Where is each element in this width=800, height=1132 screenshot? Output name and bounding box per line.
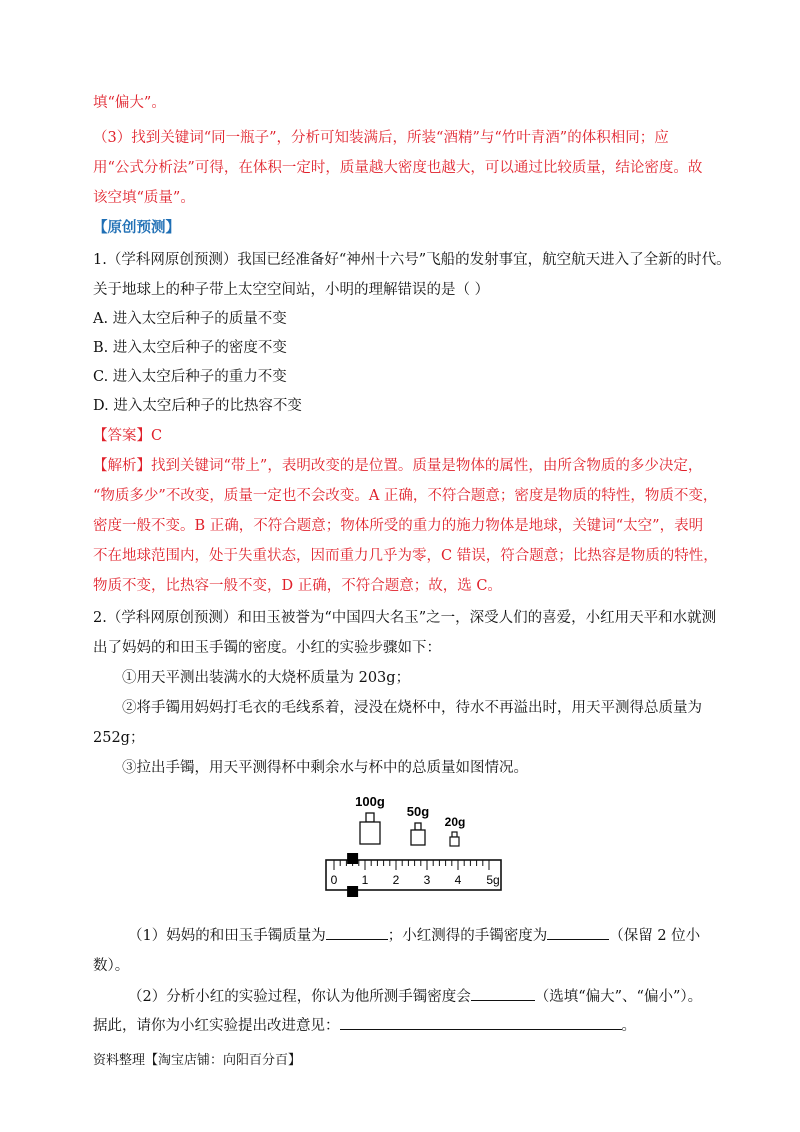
weight-100g-icon	[360, 813, 380, 844]
q2-sub-2	[128, 986, 702, 1007]
weight-label-50g: 50g	[406, 804, 430, 819]
balance-figure	[320, 786, 510, 898]
q1-stem-line-1: 1.（学科网原创预测）我国已经准备好“神州十六号”飞船的发射事宜，航空航天进入了全新的时代。	[93, 252, 731, 268]
q2-sub-1-cont: 数）。	[93, 958, 130, 974]
q2-step-1: ①用天平测出装满水的大烧杯质量为 203g；	[122, 670, 411, 686]
sub1-text-c: （保留 2 位小	[609, 928, 701, 944]
q1-stem-line-2: 关于地球上的种子带上太空空间站，小明的理解错误的是（ ）	[93, 282, 490, 298]
scale-tick-label: 5g	[486, 873, 500, 887]
footer-note: 资料整理【淘宝店铺：向阳百分百】	[93, 1053, 302, 1068]
q1-analysis-line-5: 物质不变，比热容一般不变，D 正确，不符合题意；故，选 C。	[93, 578, 502, 594]
q1-analysis-line-2: “物质多少”不改变，质量一定也不会改变。A 正确，不符合题意；密度是物质的特性，物质不变，	[93, 488, 718, 504]
prev-answer-line-3: 该空填“质量”。	[93, 190, 195, 206]
scale-tick-label: 3	[423, 873, 431, 887]
q2-stem-line-1: 2.（学科网原创预测）和田玉被誉为“中国四大名玉”之一，深受人们的喜爱，小红用天平和水就测	[93, 610, 717, 626]
analysis-text: 找到关键词“带上”，表明改变的是位置。质量是物体的属性，由所含物质的多少决定，	[151, 458, 703, 474]
answer-tag: 【答案】	[93, 428, 151, 444]
q2-step-2: ②将手镯用妈妈打毛衣的毛线系着，浸没在烧杯中，待水不再溢出时，用天平测得总质量为	[122, 700, 702, 716]
prev-answer-line-0: 填“偏大”。	[93, 95, 166, 111]
sub2-text-c: 据此，请你为小红实验提出改进意见：	[93, 1018, 340, 1034]
sub2-text-a: （2）分析小红的实验过程，你认为他所测手镯密度会	[128, 989, 471, 1005]
q1-option-d: D. 进入太空后种子的比热容不变	[93, 398, 302, 414]
q2-sub-2-cont	[93, 1015, 636, 1036]
sub1-text-b: ；小红测得的手镯密度为	[387, 928, 548, 944]
sub2-text-b: （选填“偏大”、“偏小”）。	[534, 989, 703, 1005]
scale-tick-label: 0	[330, 873, 338, 887]
q1-option-b: B. 进入太空后种子的密度不变	[93, 340, 287, 356]
q1-analysis-line-1	[93, 456, 702, 476]
q2-sub-1	[128, 925, 700, 946]
weight-label-100g: 100g	[355, 794, 385, 809]
weight-label-20g: 20g	[444, 815, 466, 829]
scale-tick-label: 2	[392, 873, 400, 887]
sub2-text-d: 。	[621, 1018, 636, 1034]
prev-answer-line-2: 用“公式分析法”可得，在体积一定时，质量越大密度也越大，可以通过比较质量，结论密度。故	[93, 160, 703, 176]
scale-tick-label: 1	[361, 873, 369, 887]
answer-blank-improvement[interactable]	[340, 1015, 622, 1030]
prev-answer-line-1: （3）找到关键词“同一瓶子”，分析可知装满后，所装“酒精”与“竹叶青酒”的体积相同；应	[93, 130, 669, 146]
q2-stem-line-2: 出了妈妈的和田玉手镯的密度。小红的实验步骤如下：	[93, 640, 441, 656]
scale-tick-label: 4	[454, 873, 462, 887]
beam-scale	[326, 860, 501, 890]
q1-option-c: C. 进入太空后种子的重力不变	[93, 369, 287, 385]
q1-analysis-line-3: 密度一般不变。B 正确，不符合题意；物体所受的重力的施力物体是地球，关键词“太空”，表明	[93, 518, 704, 534]
answer-blank-density[interactable]	[547, 925, 609, 940]
q1-answer	[93, 426, 162, 446]
answer-value: C	[151, 428, 163, 444]
answer-blank-mass[interactable]	[326, 925, 388, 940]
q1-analysis-line-4: 不在地球范围内，处于失重状态，因而重力几乎为零，C 错误，符合题意；比热容是物质的特性，	[93, 548, 718, 564]
analysis-tag: 【解析】	[93, 458, 151, 474]
section-title: 【原创预测】	[93, 219, 180, 236]
weight-50g-icon	[411, 823, 425, 845]
answer-blank-deviation[interactable]	[471, 986, 535, 1001]
q2-step-2-cont: 252g；	[93, 730, 145, 746]
q2-step-3: ③拉出手镯，用天平测得杯中剩余水与杯中的总质量如图情况。	[122, 760, 528, 776]
weight-20g-icon	[450, 832, 459, 846]
sub1-text-a: （1）妈妈的和田玉手镯质量为	[128, 928, 326, 944]
q1-option-a: A. 进入太空后种子的质量不变	[93, 311, 287, 327]
